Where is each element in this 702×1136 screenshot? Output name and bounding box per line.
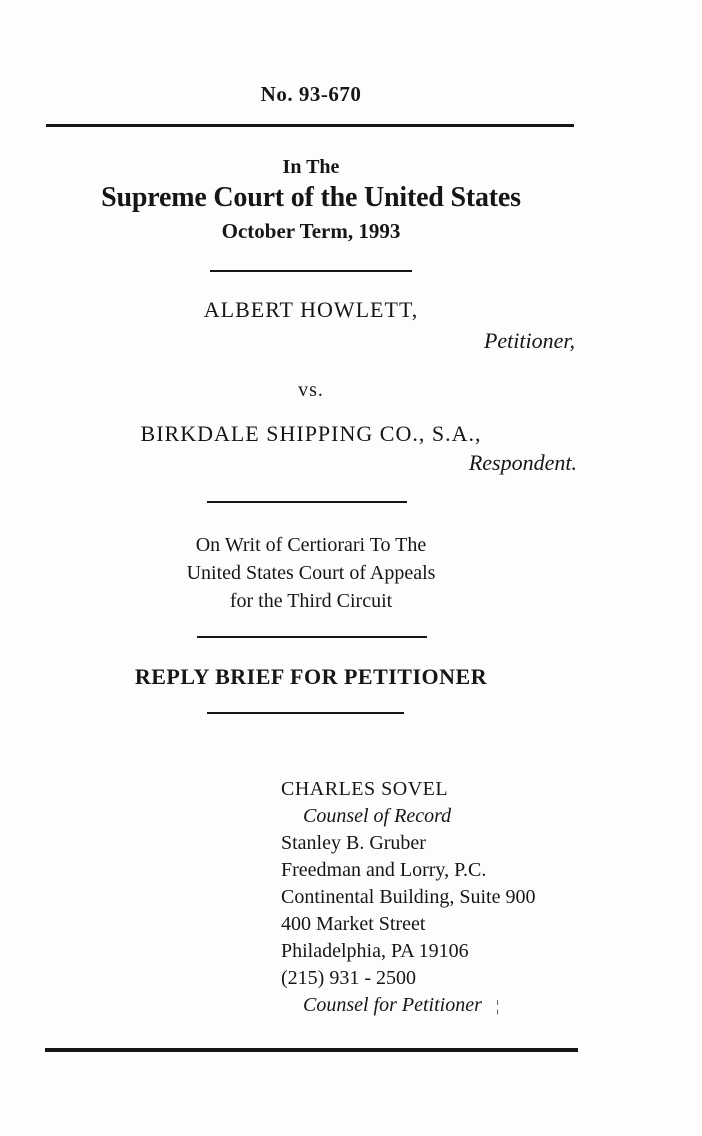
- writ-statement: [0, 531, 622, 615]
- versus-label: vs.: [298, 379, 324, 401]
- counsel-address-street: 400 Market Street: [281, 913, 426, 935]
- bottom-double-rule: [45, 1048, 578, 1052]
- counsel-firm-name: Freedman and Lorry, P.C.: [281, 859, 487, 881]
- counsel-for-petitioner-label: [281, 992, 535, 1020]
- counsel-block: [281, 776, 535, 1020]
- scan-artifact-mark: ¦: [495, 998, 500, 1015]
- separator-rule-4: [207, 712, 404, 714]
- petitioner-designation: Petitioner,: [483, 328, 575, 353]
- court-term: October Term, 1993: [221, 219, 401, 243]
- separator-rule-3: [197, 636, 427, 638]
- docket-number: No. 93-670: [260, 82, 362, 106]
- writ-line-2: United States Court of Appeals: [186, 562, 436, 584]
- court-intro: In The: [282, 156, 340, 178]
- counsel-of-record-name: CHARLES SOVEL: [281, 778, 449, 800]
- respondent-name: BIRKDALE SHIPPING CO., S.A.,: [140, 421, 482, 446]
- counsel-phone: (215) 931 - 2500: [281, 967, 416, 989]
- writ-line-1: On Writ of Certiorari To The: [195, 534, 427, 556]
- counsel-of-record-label: Counsel of Record: [303, 805, 452, 827]
- counsel-address-building: Continental Building, Suite 900: [281, 886, 536, 908]
- respondent-designation: Respondent.: [468, 450, 577, 475]
- brief-title: REPLY BRIEF FOR PETITIONER: [134, 664, 488, 689]
- counsel-address-city: Philadelphia, PA 19106: [281, 940, 469, 962]
- separator-rule-1: [210, 270, 412, 272]
- counsel-for-petitioner-text: Counsel for Petitioner: [303, 994, 482, 1016]
- writ-line-3: for the Third Circuit: [229, 590, 393, 612]
- petitioner-name: ALBERT HOWLETT,: [203, 297, 419, 322]
- separator-rule-2: [207, 501, 407, 503]
- counsel-attorney-name: Stanley B. Gruber: [281, 832, 426, 854]
- court-name: Supreme Court of the United States: [101, 182, 521, 213]
- top-double-rule: [46, 124, 574, 127]
